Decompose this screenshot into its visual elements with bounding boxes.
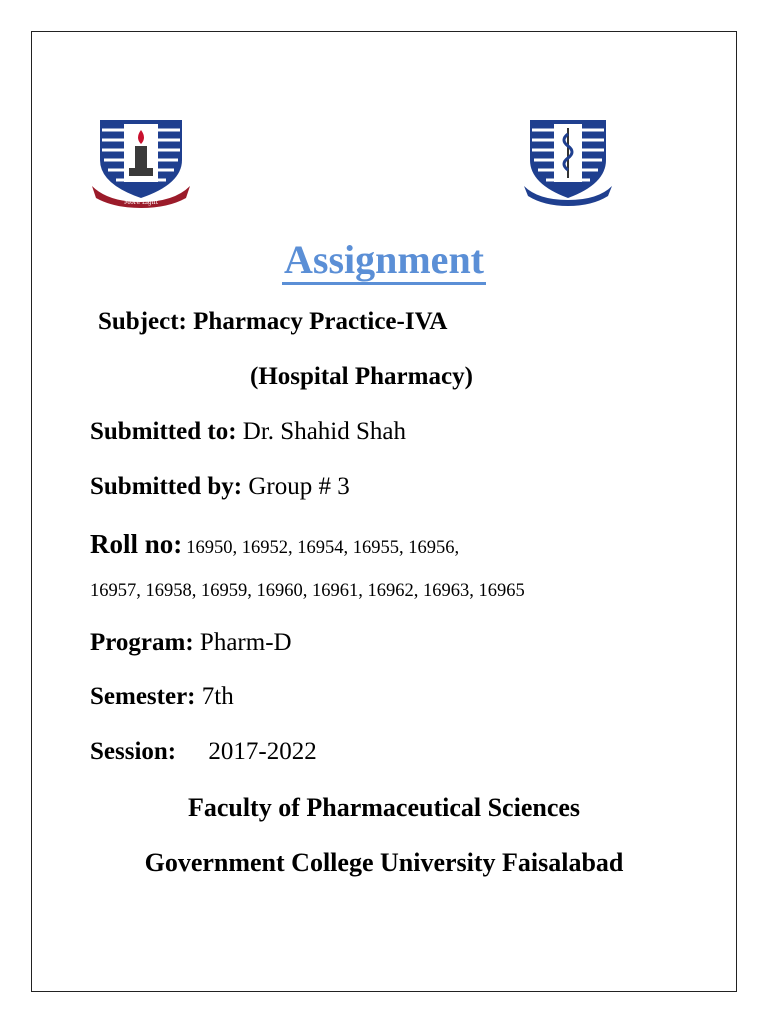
subject-subtitle: (Hospital Pharmacy) bbox=[250, 363, 473, 390]
semester-value: 7th bbox=[201, 683, 234, 710]
subject-value: Pharmacy Practice-IVA bbox=[193, 308, 448, 335]
semester-line bbox=[90, 683, 234, 711]
page-title bbox=[0, 232, 768, 288]
submitted-by-value: Group # 3 bbox=[248, 473, 350, 500]
session-label: Session: bbox=[90, 738, 177, 765]
roll-no-values-line1: 16950, 16952, 16954, 16955, 16956, bbox=[186, 538, 460, 558]
submitted-by-line bbox=[90, 473, 350, 501]
submitted-to-line bbox=[90, 418, 406, 446]
university-name: Government College University Faisalabad bbox=[144, 848, 624, 877]
roll-no-label: Roll no: bbox=[90, 529, 183, 559]
submitted-by-label: Submitted by: bbox=[90, 473, 243, 500]
submitted-to-value: Dr. Shahid Shah bbox=[242, 418, 406, 445]
faculty-name: Faculty of Pharmaceutical Sciences bbox=[187, 793, 581, 822]
svg-text:More Light: More Light bbox=[123, 199, 159, 206]
program-line bbox=[90, 629, 292, 657]
title-text: Assignment bbox=[282, 237, 486, 285]
session-value: 2017-2022 bbox=[208, 738, 317, 765]
pharmacy-faculty-crest-icon bbox=[520, 116, 616, 208]
program-label: Program: bbox=[90, 629, 194, 656]
roll-no-values-line2: 16957, 16958, 16959, 16960, 16961, 16962, 16963, 16965 bbox=[90, 581, 525, 601]
session-line bbox=[90, 738, 317, 766]
subject-label: Subject: bbox=[98, 308, 187, 335]
university-crest-icon bbox=[88, 116, 194, 208]
roll-no-line bbox=[90, 529, 459, 560]
semester-label: Semester: bbox=[90, 683, 196, 710]
submitted-to-label: Submitted to: bbox=[90, 418, 237, 445]
program-value: Pharm-D bbox=[199, 629, 292, 656]
subject-line bbox=[98, 308, 447, 336]
